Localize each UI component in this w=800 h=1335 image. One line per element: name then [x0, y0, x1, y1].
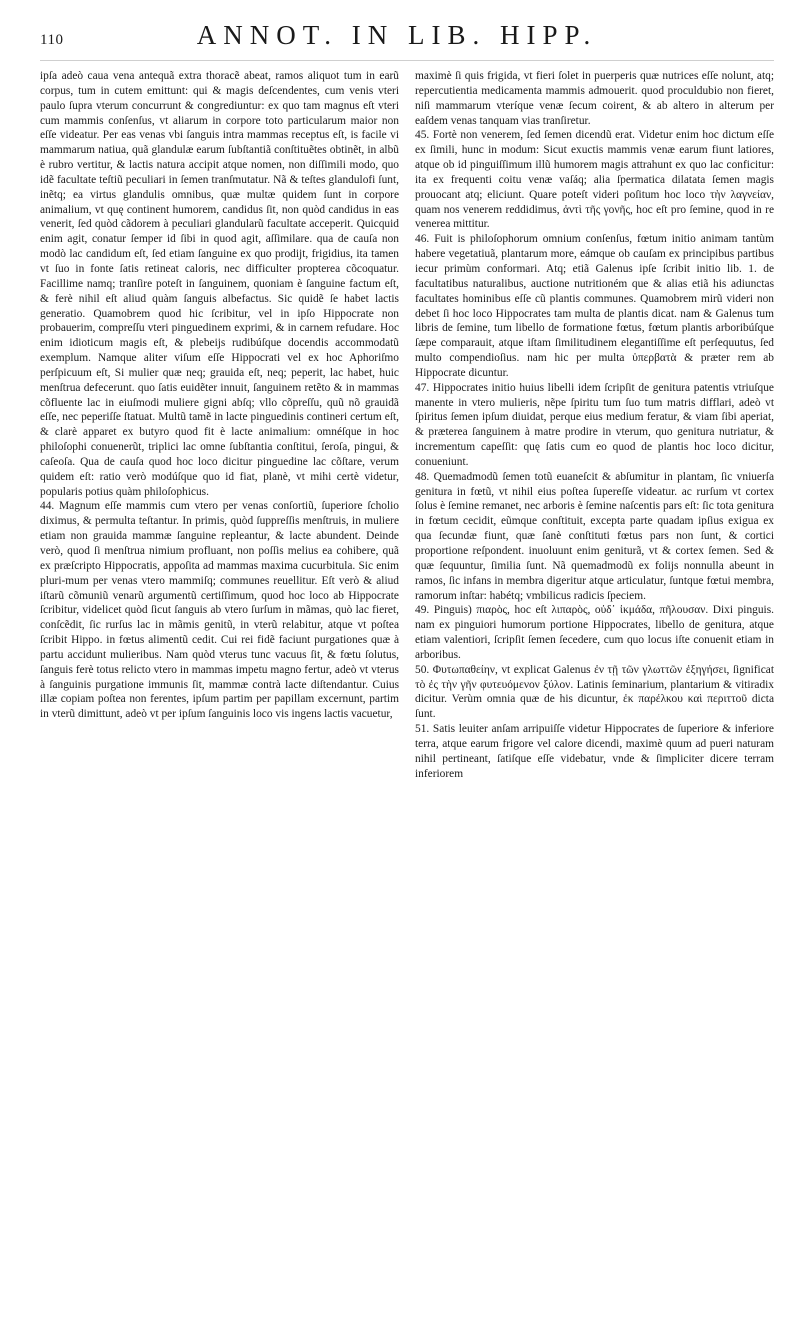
left-column: [40, 69, 399, 782]
paragraph: [415, 722, 774, 781]
note-text: Φυτωπαθείην, vt explicat Galenus ἐν τῇ τῶν γλωττῶν ἐξηγήσει, ſignificat τὸ ἐς τὴν γῆν φυτευόμενον ξύλον. Latinis ſeminarium, plantarium & vitiradix dicitur. Verùm omnia quæ de his dicuntur, ἐκ παρέλκου καὶ περιττοῦ dicta ſunt.: [415, 663, 774, 721]
note-text: Fortè non venerem, ſed ſemen dicendũ erat. Videtur enim hoc dictum eſſe ex ſimili, hunc in modum: Sicut exuctis mammis venæ earum fiunt latiores, atque ob id pinguiſſimum illũ humorem magis attrahunt ex quo lac conficitur: ita ex frequenti coitu venæ vaſáq; alia ſpermatica dilatata ſemen magis prouocant atq; eliciunt. Quare poteſt videri poſitum hoc loco τὴν λαγνείαν, quam nos venerem reddidimus, ἀντὶ τῆς γονῆς, hoc eſt pro ſemine, quod in re venerea mittitur.: [415, 129, 774, 231]
note-number: 44.: [40, 500, 55, 513]
note-text: Satis leuiter anſam arripuiſſe videtur Hippocrates de ſuperiore & inferiore terra, atque earum frigore vel calore dicendi, maximè quum ad pueri naturam nihil pertineant, ſatiſque eſſe videbatur, vnde & ſimpliciter dicere terram inferiorem: [415, 723, 774, 780]
paragraph: [415, 603, 774, 662]
note-number: 51.: [415, 723, 430, 736]
running-head: ANNOT. IN LIB. HIPP.: [196, 20, 598, 50]
note-number: 50.: [415, 663, 430, 676]
right-column: [415, 69, 774, 782]
paragraph: [415, 470, 774, 604]
text-columns: [40, 69, 774, 782]
page-number: 110: [40, 32, 64, 48]
note-number: 48.: [415, 470, 430, 483]
note-number: 46.: [415, 233, 430, 246]
note-number: 49.: [415, 604, 430, 617]
note-text: Hippocrates initio huius libelli idem ſcripſit de genitura patentis vtriuſque manente in vtero mulieris, nẽpe ſpiritu tum ſuo tum matris difflari, adeò vt ſpiritus ſemen ipſum diuidat, perque eius medium feratur, & viam ſibi aperiat, & præterea ſanguinem à matre prodire in vterum, quo genitura nutriatur, & incrementum capeſſit: quę ſatis cum eo quod de plantis hoc loco dicitur, conueniunt.: [415, 381, 774, 468]
paragraph: [415, 232, 774, 380]
note-number: 47.: [415, 381, 430, 394]
note-number: 45.: [415, 129, 430, 142]
paragraph: maximè ſi quis frigida, vt fieri ſolet in puerperis quæ nutrices eſſe nolunt, atq; repercutientia medicamenta mammis admouerit. quod proculdubio non fieret, niſi mammarum vteríque venæ ſecum coirent, & ab altero in alterum per eaſdem venas tanquam vias tranſiretur.: [415, 70, 774, 127]
note-text: Magnum eſſe mammis cum vtero per venas conſortiũ, ſuperiore ſcholio diximus, & permulta teſtantur. In primis, quòd ſuppreſſis menſtruis, in muliere etiam non grauida mammæ ſanguine repleantur, & lacte abundent. Deinde verò, quod ſi menſtrua nimium profluant, non poſſis melius ea cohibere, quã ex præſcripto Hippocratis, appoſita ad mammas maxima cucurbitula. Sic enim pluri-mum per venas vtero mammiſq; communes reuellitur. Eſt verò & aliud iſtarũ cõmuniũ venarũ argumentũ certiſſimum, quod hoc loco ab Hippocrate ſcribitur, videlicet quòd ſicut ſanguis ab vtero ſurſum in mãmas, quò lac fieret, conſcẽdit, ſic rurſus lac in mãmis genitũ, in vterũ relabitur, atque vt poſtea ſcribit Hippo. in fœtus alimentũ cedit. Cui rei fidẽ faciunt purgationes quæ à partu accidunt mulieribus. Nam quòd vterus tunc vacuus ſit, & fœtu ſolutus, ſanguis ferè totus relicto vtero in mammas impetu magno fertur, adeò vt vterus à ſanguinis purgatione immunis ſit, mammæ contrà lacte diſtendantur. Cuius illæ copiam poſtea non ferentes, ipſum partim per papillam excernunt, partim in vterũ dimittunt, adeò vt per ipſum ſanguinis loco vis ingens lactis vacuetur,: [40, 500, 399, 721]
paragraph: [415, 128, 774, 232]
paragraph: [415, 663, 774, 722]
note-text: Quemadmodũ ſemen totũ euaneſcit & abſumitur in plantam, ſic vniuerſa genitura in fœtũ, vt nihil eius poſtea ſupereſſe videatur. ac rurſum vt cortex ſolus è ſemine remanet, nec arboris è ſemine naſcentis pars eſt: ſic tota genitura in fœtum cecidit, eũmque conſtituit, excepta parte quadam ipſius exigua ex qua ſecundæ fiunt, quæ ſanè conſtituti fœtus pars non ſunt, & cortici proportione reſpondent. inuoluunt enim geniturã, vt & cortex ſemen. Sed & quæ ſequuntur, ſimilia ſunt. Nã quemadmodũ ex folijs nonnulla abeunt in ramos, ſic infans in membra digeritur atque articulatur, ſuntque fœtui membra, ramorum inſtar: habétq; vmbilicus radicis ſpeciem.: [415, 470, 774, 602]
paragraph: [40, 499, 399, 722]
note-text: Fuit is philoſophorum omnium conſenſus, fœtum initio animam tantùm habere vegetatiuã, plantarum more, eámque ob cauſam ex principibus partibus iecur primùm conformari. Atq; etiã Galenus ipſe ſcribit initio lib. 1. de facultatibus naturalibus, auctione nutritioném que & alias etiã his adiunctas facultates hominibus eſſe cũ plantis communes. Quamobrem mirũ videri non debet ſi hoc loco Hippocrates tam multa de plantis dicat. nam & Galenus tum libris de ſemine, tum libello de formatione fœtus, fœtum plantis arboribúſque ſæpe comparauit, atque iſtam ſimilitudinem elegantiſſime eſt perſequutus, ſed multo compendioſius. nam hic per multa ὑπερβατὰ & præter rem ab Hippocrate dicuntur.: [415, 233, 774, 379]
note-text: Pinguis) πιαρὸς, hoc eſt λιπαρὸς, οὐδ᾽ ἰκμάδα, πῆλουσαν. Dixi pinguis. nam ex pinguiori humorum portione Hippocrates, libello de genitura, atque etiam valentiori, ſcripſit ſemen ſecedere, cum quo locus iſte conuenit etiam in arboribus.: [415, 604, 775, 661]
page-header: [40, 20, 774, 61]
paragraph: [415, 381, 774, 470]
paragraph: ipſa adeò caua vena antequã extra thoracẽ abeat, ramos aliquot tum in earũ corpus, tum in cutem emittunt: qui & magis deſcendentes, cum venis vteri paulo ſupra vterum concurrunt & congrediuntur: ex quo tam magnus eſt vteri cum mammis conſenſus, vt aliarum in corpore toto particularum maior non eſſe videatur. Per eas venas vbi ſanguis intra mammas receptus eſt, is facile vi mammarum natiua, quã glandulæ earum ſubſtantiã conſtituẽtes obtinẽt, in albũ è rubro vertitur, & lactis natura accipit atque nomen, non diſſimili modo, quo idẽ facultate teſtiũ peculiari in ſemen tranſmutatur. Nã & teſtes glandulofi ſunt, inẽtq; ea virtus glandulis omnibus, quæ multæ quidem ſunt in corpore animalium, vt quę continent humorem, candidus ſit, non quòd candidus in eas venerit, ſed quòd cãdorem à peculiari glandularũ facultate acceperit. Quicquid enim agit, conatur ſemper id ſibi in quod agit, aſſimilare. qua de cauſa non modò lac candidum eſt, ſed etiam ſanguine ex quo prodijt, frigidius, ita tamen vt ſuo in fonte ſatis retineat caloris, nec difficulter propterea cõcoquatur. Facillime namq; tranſire poteſt in ſanguinem, quoniam è ſanguine factum eſt, & ferè nihil eſt aliud quàm ſanguis albefactus. Sic quidẽ ſe habet lactis generatio. Quamobrem quod hic ſcribitur, vel in ipſo Hippocrate non probauerim, compreſſu vteri pinguedinem exprimi, & in carnem refudare. Hoc enim idioticum magis eſt, & plebeijs rudibúſque docendis accommodatũ exemplum. Namque aliter viſum eſſe Hippocrati vel ex hoc Aphoriſmo perſpicuum eſt, Si mulier quæ neq; grauida eſt, neq; peperit, lac habet, huic menſtrua defecerunt. quo ſatis euidẽter innuit, ſanguinem retẽto & in mammas cõfluente lac in eiuſmodi muliere gigni abſq; vllo cõpreſſu, quũ nõ grauidã eſſe, nec peperiſſe ſtatuat. Multũ tamẽ in lacte pinguedinis contineri certum eſt, & clarè apparet ex butyro quod fit è lacte animalium: omnéſque in hoc philoſophi conuenerũt, triplici lac omne ſubſtantia conſtitui, ſeroſa, pingui, & caſeoſa. Qua de cauſa quod hoc loco dicitur pinguedine lac cõſtare, verum quidem eſt: ratio verò modúſque quo id fiat, planè, vt mihi certè videtur, popularis potius quàm philoſophicus.: [40, 70, 399, 498]
